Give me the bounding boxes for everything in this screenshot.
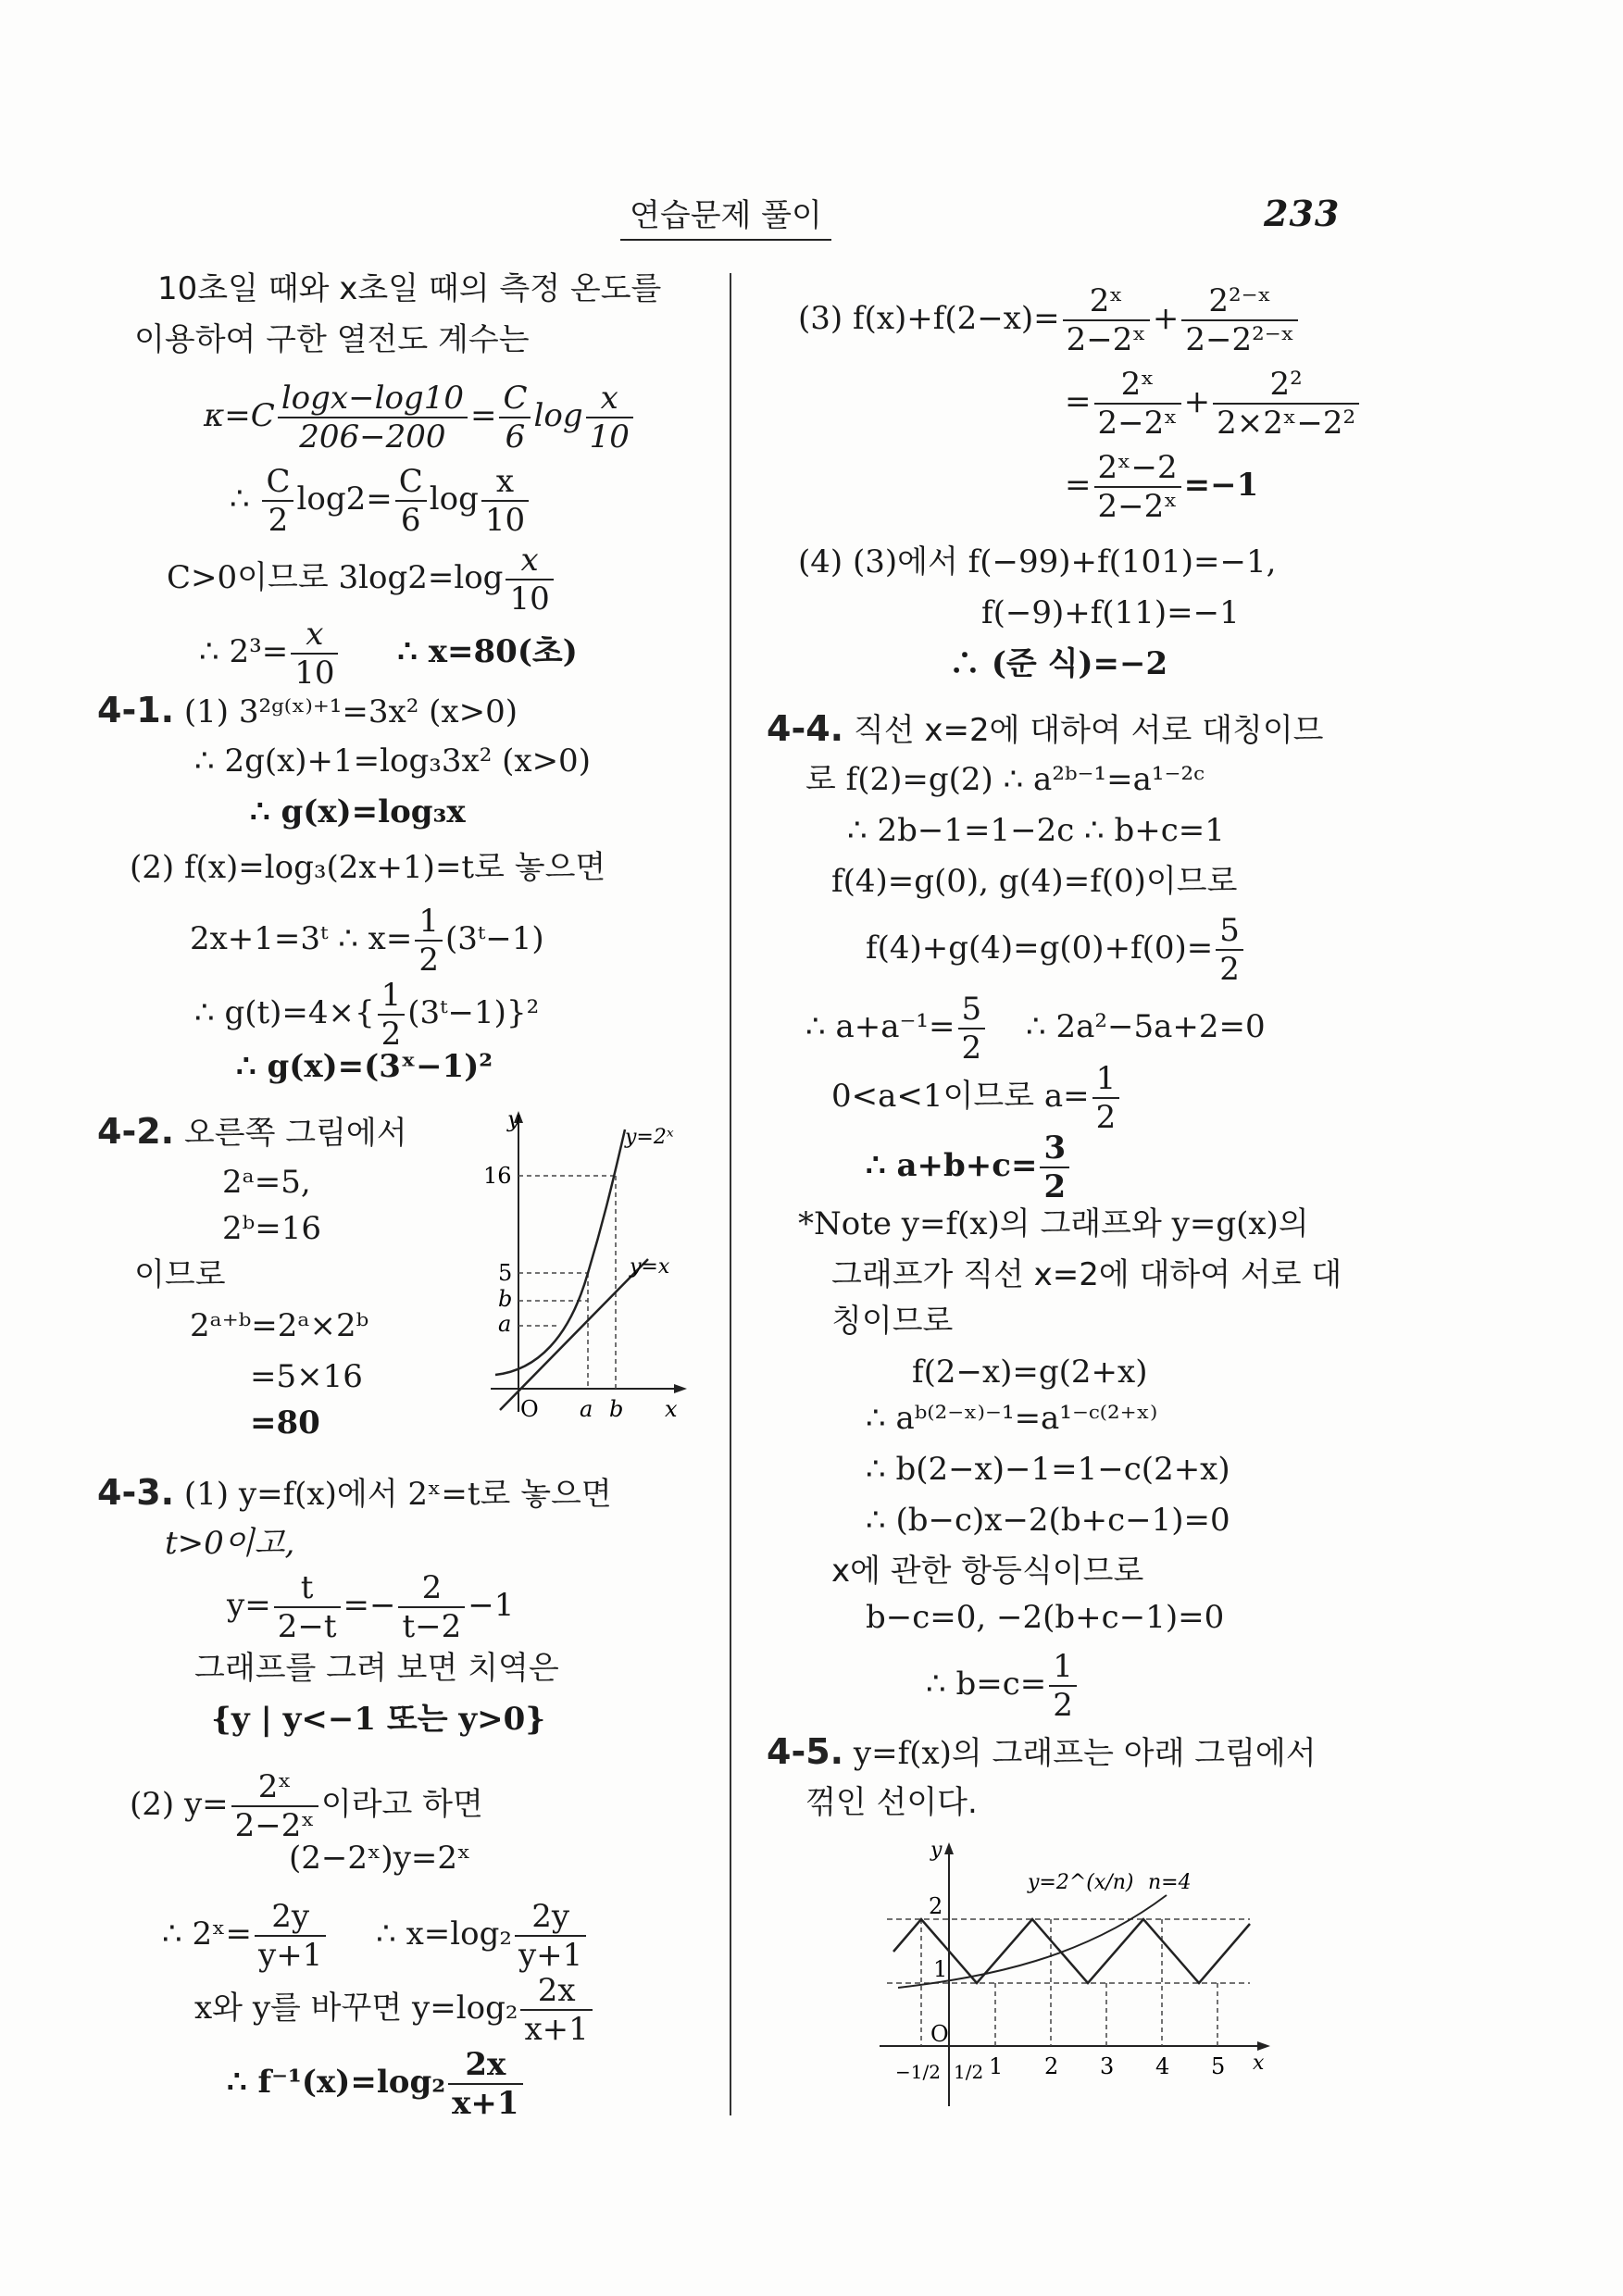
p42-line-5: 2ᵃ⁺ᵇ=2ᵃ×2ᵇ <box>190 1307 369 1344</box>
c-positive-line: C>0이므로 3log2=log $\frac{x}{10}$ <box>167 542 556 618</box>
g45-xtick-label: 1 <box>989 2053 1004 2079</box>
p42-line-3: 2ᵇ=16 <box>222 1210 321 1247</box>
problem-4-2: 4-2. 오른쪽 그림에서 <box>97 1111 407 1152</box>
problem-4-3: 4-3. (1) y=f(x)에서 2ˣ=t로 놓으면 <box>97 1472 612 1513</box>
p43-line-6: (2) y= $\frac{\text{2ˣ}}{\text{2−2ˣ}}$ 이라고 하면 <box>130 1768 483 1844</box>
g42-xtick-a: a <box>580 1396 593 1422</box>
g42-exp-curve <box>495 1129 625 1375</box>
note-line-1: *Note y=f(x)의 그래프와 y=g(x)의 <box>798 1205 1309 1242</box>
graph-4-5 <box>880 1838 1278 2115</box>
g45-x-label: x <box>1253 2052 1265 2075</box>
p43-line-7: (2−2ˣ)y=2ˣ <box>289 1840 471 1877</box>
g45-xticks <box>989 2053 1225 2079</box>
g42-curve-lin-label: y=x <box>630 1255 670 1279</box>
p43-part4-answer: ∴ (준 식)=−2 <box>949 645 1168 682</box>
g45-half: 1/2 <box>954 2061 984 2083</box>
note-line-5: ∴ aᵇ⁽²⁻ˣ⁾⁻¹=a¹⁻ᶜ⁽²⁺ˣ⁾ <box>866 1400 1158 1437</box>
p42-line-4: 이므로 <box>134 1256 226 1293</box>
g42-x-label: x <box>665 1396 678 1422</box>
p43-line-4: 그래프를 그려 보면 치역은 <box>194 1650 559 1687</box>
p44-line-6: ∴ a+a⁻¹= $\frac{5}{2}$ ∴ 2a²−5a+2=0 <box>805 991 1266 1067</box>
p42-line-2: 2ᵃ=5, <box>222 1164 311 1201</box>
p43-line-2: t>0이고, <box>165 1525 295 1562</box>
page-number: 233 <box>1264 193 1341 234</box>
g45-xtick-label: 5 <box>1211 2053 1226 2079</box>
g45-y-label: y <box>930 1839 943 1862</box>
p43-line-3: y= $\frac{t}{2-t}$ =− $\frac{2}{t-2}$ −1 <box>227 1569 515 1645</box>
problem-4-4: 4-4. 직선 x=2에 대하여 서로 대칭이므 <box>767 708 1324 749</box>
p41-line-5: 2x+1=3ᵗ ∴ x= $\frac{1}{2}$ (3ᵗ−1) <box>190 903 544 979</box>
p44-line-3: ∴ 2b−1=1−2c ∴ b+c=1 <box>847 812 1225 849</box>
p44-line-2: 로 f(2)=g(2) ∴ a²ᵇ⁻¹=a¹⁻²ᶜ <box>805 761 1205 798</box>
p41-line-2: ∴ 2g(x)+1=log₃3x² (x>0) <box>194 742 591 780</box>
p41-line-6: ∴ g(t)=4×{ $\frac{1}{2}$ (3ᵗ−1)}² <box>194 977 540 1053</box>
g42-tick-b: b <box>498 1286 513 1312</box>
p43-part4-line-1: (4) (3)에서 f(−99)+f(101)=−1, <box>798 543 1277 580</box>
g45-neg-half: −1/2 <box>895 2061 941 2083</box>
p41-answer-1: ∴ g(x)=log₃x <box>250 793 466 830</box>
g45-xtick-label: 3 <box>1100 2053 1115 2079</box>
p43-part3-line-3: = $\frac{\text{2ˣ−2}}{\text{2−2ˣ}}$ =−1 <box>1065 449 1259 525</box>
p41-answer-2: ∴ g(x)=(3ˣ−1)² <box>236 1048 493 1085</box>
p44-answer: ∴ a+b+c= $\frac{3}{2}$ <box>866 1129 1072 1205</box>
g45-ytick-2: 2 <box>929 1893 943 1919</box>
p42-line-6: =5×16 <box>250 1358 363 1395</box>
g45-xtick-label: 2 <box>1044 2053 1059 2079</box>
note-line-8: x에 관한 항등식이므로 <box>831 1553 1144 1590</box>
g42-origin: O <box>520 1396 539 1422</box>
intro-line-1: 10초일 때와 x초일 때의 측정 온도를 <box>157 270 662 307</box>
p43-line-9: x와 y를 바꾸면 y=log₂ $\frac{2x}{x+1}$ <box>194 1972 595 2048</box>
p44-line-5: f(4)+g(4)=g(0)+f(0)= $\frac{5}{2}$ <box>866 912 1246 988</box>
g45-n-label: n=4 <box>1148 1871 1192 1894</box>
p43-part3-line-2: = $\frac{\text{2ˣ}}{\text{2−2ˣ}}$ + $\frac{\text{2²}}{\text{2×2ˣ−2²}}$ <box>1065 366 1362 442</box>
g42-curve-exp-label: y=2ˣ <box>625 1126 674 1149</box>
kappa-equation: κ=C $\frac{\log x-\log 10}{206-200}$ = $\frac{C}{6}$ log $\frac{x}{10}$ <box>204 380 636 455</box>
p43-answer-1: {y | y<−1 또는 y>0} <box>211 1701 546 1738</box>
p44-line-4: f(4)=g(0), g(4)=f(0)이므로 <box>831 863 1238 900</box>
note-line-9: b−c=0, −2(b+c−1)=0 <box>866 1599 1225 1636</box>
note-line-7: ∴ (b−c)x−2(b+c−1)=0 <box>866 1502 1230 1539</box>
p42-answer: =80 <box>250 1404 320 1441</box>
graph-4-2 <box>481 1106 694 1426</box>
g45-ytick-1: 1 <box>933 1956 948 1982</box>
g42-tick-5: 5 <box>498 1260 513 1286</box>
p45-line-2: 꺾인 선이다. <box>805 1784 978 1821</box>
note-line-4: f(2−x)=g(2+x) <box>912 1354 1148 1391</box>
p43-answer-2: ∴ f⁻¹(x)=log₂ $\frac{2x}{x+1}$ <box>227 2046 526 2122</box>
note-line-3: 칭이므로 <box>831 1303 954 1340</box>
g42-tick-16: 16 <box>483 1163 512 1189</box>
g42-y-label: y <box>507 1106 520 1132</box>
p43-line-8: ∴ 2ˣ= $\frac{2y}{y+1}$ ∴ x=log₂ $\frac{2y}{y+1}$ <box>162 1898 589 1974</box>
g42-tick-a: a <box>498 1311 512 1337</box>
g42-xtick-b: b <box>609 1396 624 1422</box>
problem-4-5: 4-5. y=f(x)의 그래프는 아래 그림에서 <box>767 1731 1317 1772</box>
log2-equation: ∴ $\frac{C}{2}$ log2= $\frac{C}{6}$ log $\frac{x}{10}$ <box>230 463 531 539</box>
p43-part3-line-1: (3) f(x)+f(2−x)= $\frac{\text{2ˣ}}{\text{2−2ˣ}}$ + $\frac{\text{2²⁻ˣ}}{\text{2−2²⁻ˣ}}$ <box>798 282 1301 358</box>
running-header-title: 연습문제 풀이 <box>620 190 831 241</box>
p44-line-7: 0<a<1이므로 a= $\frac{1}{2}$ <box>831 1060 1122 1136</box>
note-line-2: 그래프가 직선 x=2에 대하여 서로 대 <box>831 1256 1342 1293</box>
g45-origin: O <box>930 2021 949 2047</box>
p41-line-4: (2) f(x)=log₃(2x+1)=t로 놓으면 <box>130 849 606 886</box>
g45-curve-label: y=2^(x/n) <box>1028 1871 1134 1894</box>
p43-part4-line-2: f(−9)+f(11)=−1 <box>981 594 1240 631</box>
note-line-10: ∴ b=c= $\frac{1}{2}$ <box>926 1648 1080 1724</box>
intro-line-2: 이용하여 구한 열전도 계수는 <box>134 321 530 358</box>
column-divider <box>730 273 731 2115</box>
problem-4-1: 4-1. (1) 3²ᵍ⁽ˣ⁾⁺¹=3x² (x>0) <box>97 690 518 730</box>
g45-xtick-label: 4 <box>1155 2053 1170 2079</box>
note-line-6: ∴ b(2−x)−1=1−c(2+x) <box>866 1451 1230 1488</box>
pow3-line: ∴ 2³= $\frac{x}{10}$ ∴ x=80(초) <box>199 616 578 692</box>
g42-line-yx <box>500 1259 648 1410</box>
